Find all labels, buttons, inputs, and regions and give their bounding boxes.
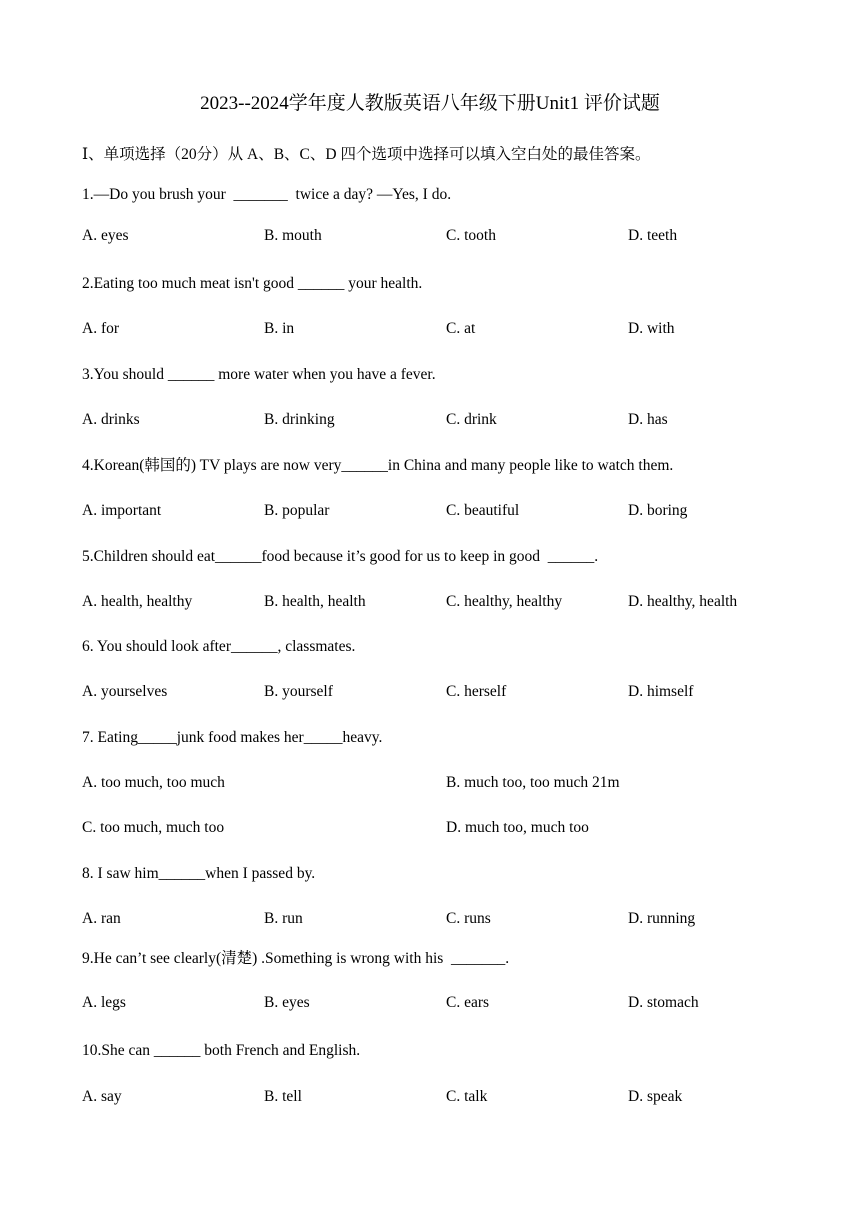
q5-option-a: A. health, healthy bbox=[82, 593, 193, 610]
q6-option-c: C. herself bbox=[446, 683, 507, 700]
question-3-stem: 3.You should ______ more water when you have a fever. bbox=[82, 366, 436, 383]
q6-option-a: A. yourselves bbox=[82, 683, 168, 700]
q3-option-a: A. drinks bbox=[82, 411, 140, 428]
q10-option-a: A. say bbox=[82, 1088, 122, 1105]
q3-option-d: D. has bbox=[628, 411, 668, 428]
question-4-stem: 4.Korean(韩国的) TV plays are now very______in China and many people like to watch them. bbox=[82, 457, 674, 474]
q6-option-b: B. yourself bbox=[264, 683, 333, 700]
q1-option-a: A. eyes bbox=[82, 227, 129, 244]
question-5-stem: 5.Children should eat______food because it’s good for us to keep in good ______. bbox=[82, 548, 599, 565]
q4-option-a: A. important bbox=[82, 502, 162, 519]
q5-option-c: C. healthy, healthy bbox=[446, 593, 563, 610]
q10-option-c: C. talk bbox=[446, 1088, 488, 1105]
question-7-stem: 7. Eating_____junk food makes her_____heavy. bbox=[82, 729, 383, 746]
question-10-stem: 10.She can ______ both French and English. bbox=[82, 1042, 361, 1059]
q9-option-d: D. stomach bbox=[628, 994, 699, 1011]
q6-option-d: D. himself bbox=[628, 683, 694, 700]
q2-option-b: B. in bbox=[264, 320, 295, 337]
q8-option-b: B. run bbox=[264, 910, 303, 927]
q7-option-d: D. much too, much too bbox=[446, 819, 589, 836]
q3-option-b: B. drinking bbox=[264, 411, 335, 428]
q1-option-b: B. mouth bbox=[264, 227, 322, 244]
q8-option-c: C. runs bbox=[446, 910, 491, 927]
question-6-stem: 6. You should look after______, classmates. bbox=[82, 638, 356, 655]
q7-option-b: B. much too, too much 21m bbox=[446, 774, 620, 791]
q2-option-d: D. with bbox=[628, 320, 675, 337]
q8-option-a: A. ran bbox=[82, 910, 121, 927]
q2-option-c: C. at bbox=[446, 320, 476, 337]
q9-option-c: C. ears bbox=[446, 994, 490, 1011]
section-heading: Ⅰ、单项选择（20分）从 A、B、C、D 四个选项中选择可以填入空白处的最佳答案。 bbox=[82, 146, 651, 163]
question-1-stem: 1.—Do you brush your _______ twice a day? —Yes, I do. bbox=[82, 186, 452, 203]
q1-option-d: D. teeth bbox=[628, 227, 678, 244]
q9-option-a: A. legs bbox=[82, 994, 126, 1011]
page-title: 2023--2024学年度人教版英语八年级下册Unit1 评价试题 bbox=[200, 93, 660, 114]
q10-option-b: B. tell bbox=[264, 1088, 302, 1105]
q8-option-d: D. running bbox=[628, 910, 696, 927]
question-8-stem: 8. I saw him______when I passed by. bbox=[82, 865, 316, 882]
q10-option-d: D. speak bbox=[628, 1088, 683, 1105]
q2-option-a: A. for bbox=[82, 320, 120, 337]
q7-option-a: A. too much, too much bbox=[82, 774, 225, 791]
q5-option-d: D. healthy, health bbox=[628, 593, 738, 610]
question-9-stem: 9.He can’t see clearly(清楚) .Something is wrong with his _______. bbox=[82, 950, 510, 967]
question-2-stem: 2.Eating too much meat isn't good ______ your health. bbox=[82, 275, 423, 292]
q4-option-c: C. beautiful bbox=[446, 502, 520, 519]
q4-option-b: B. popular bbox=[264, 502, 330, 519]
q9-option-b: B. eyes bbox=[264, 994, 310, 1011]
q1-option-c: C. tooth bbox=[446, 227, 496, 244]
q7-option-c: C. too much, much too bbox=[82, 819, 225, 836]
q4-option-d: D. boring bbox=[628, 502, 688, 519]
q3-option-c: C. drink bbox=[446, 411, 497, 428]
q5-option-b: B. health, health bbox=[264, 593, 366, 610]
